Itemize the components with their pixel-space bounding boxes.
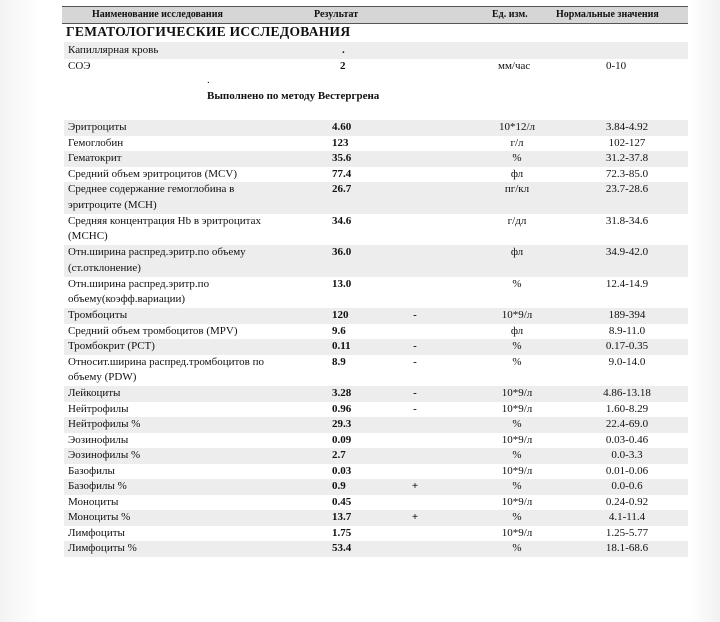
result-value: 35.6 bbox=[332, 152, 352, 164]
result-range: 0.01-0.06 bbox=[605, 464, 649, 477]
result-name: Лимфоциты bbox=[68, 526, 125, 539]
result-row bbox=[64, 448, 688, 464]
result-unit: % bbox=[512, 511, 522, 523]
result-range: 23.7-28.6 bbox=[605, 183, 649, 195]
result-range: 0.0-0.6 bbox=[611, 480, 643, 492]
soe-value: 2 bbox=[340, 60, 346, 72]
result-value: 13.7 bbox=[332, 511, 352, 523]
result-value: 26.7 bbox=[332, 183, 352, 195]
result-value: 13.0 bbox=[332, 277, 352, 290]
table-header bbox=[62, 6, 688, 24]
header-name: Наименование исследования bbox=[92, 9, 223, 20]
result-unit: 10*9/л bbox=[501, 402, 533, 415]
result-value: 0.03 bbox=[332, 464, 352, 477]
result-unit: % bbox=[512, 449, 522, 461]
result-row bbox=[64, 495, 688, 511]
result-name: Моноциты % bbox=[68, 511, 131, 523]
result-unit: г/дл bbox=[507, 214, 527, 227]
sample-name: Капиллярная кровь bbox=[68, 44, 159, 56]
result-row bbox=[64, 386, 688, 402]
result-value: 8.9 bbox=[332, 355, 346, 368]
result-flag: - bbox=[413, 355, 417, 368]
result-unit: % bbox=[512, 340, 522, 352]
result-name: Моноциты bbox=[68, 495, 119, 508]
result-flag: - bbox=[413, 387, 417, 399]
result-range: 34.9-42.0 bbox=[605, 246, 649, 258]
result-row bbox=[64, 245, 688, 277]
result-value: 34.6 bbox=[332, 214, 352, 227]
result-unit: 10*9/л bbox=[501, 309, 533, 321]
result-unit: 10*9/л bbox=[501, 495, 533, 508]
result-range: 1.60-8.29 bbox=[605, 402, 649, 415]
result-range: 8.9-11.0 bbox=[608, 324, 646, 337]
result-row bbox=[64, 182, 688, 214]
result-unit: фл bbox=[510, 324, 524, 337]
result-value: 0.11 bbox=[332, 340, 351, 352]
result-unit: 10*9/л bbox=[501, 526, 533, 539]
result-row bbox=[64, 402, 688, 418]
result-flag: - bbox=[413, 340, 417, 352]
result-name: Тромбоциты bbox=[68, 309, 128, 321]
result-range: 12.4-14.9 bbox=[605, 277, 649, 290]
result-name: Отн.ширина распред.эритр.по объему(коэфф.вариации) bbox=[68, 277, 210, 305]
result-row bbox=[64, 151, 688, 167]
result-value: 4.60 bbox=[332, 121, 352, 133]
result-name: Нейтрофилы % bbox=[68, 418, 141, 430]
soe-row bbox=[64, 58, 688, 75]
result-range: 4.1-11.4 bbox=[608, 511, 646, 523]
result-range: 0.17-0.35 bbox=[605, 340, 649, 352]
result-row bbox=[64, 214, 688, 246]
result-unit: % bbox=[512, 277, 522, 290]
result-unit: 10*9/л bbox=[501, 464, 533, 477]
section-title: ГЕМАТОЛОГИЧЕСКИЕ ИССЛЕДОВАНИЯ bbox=[66, 24, 351, 39]
result-row bbox=[64, 120, 688, 136]
result-name: Относит.ширина распред.тромбоцитов по объему (PDW) bbox=[68, 355, 264, 383]
result-row bbox=[64, 167, 688, 183]
result-row bbox=[64, 136, 688, 152]
result-unit: фл bbox=[510, 167, 524, 180]
result-value: 123 bbox=[332, 136, 349, 149]
header-norm: Нормальные значения bbox=[556, 9, 659, 20]
result-row bbox=[64, 479, 688, 495]
result-value: 120 bbox=[332, 309, 349, 321]
result-row bbox=[64, 277, 688, 309]
method-note: Выполнено по методу Вестергрена bbox=[207, 90, 380, 102]
result-name: Гемоглобин bbox=[68, 136, 124, 149]
result-name: Среднее содержание гемоглобина в эритроците (MCH) bbox=[68, 183, 235, 211]
header-result: Результат bbox=[314, 9, 359, 20]
result-range: 9.0-14.0 bbox=[608, 355, 646, 368]
result-value: 0.96 bbox=[332, 402, 352, 415]
result-name: Средний объем тромбоцитов (MPV) bbox=[68, 324, 238, 337]
result-flag: - bbox=[413, 309, 417, 321]
result-range: 4.86-13.18 bbox=[603, 387, 651, 399]
result-row bbox=[64, 417, 688, 433]
result-range: 18.1-68.6 bbox=[605, 542, 649, 554]
result-unit: % bbox=[512, 355, 522, 368]
sample-value: . bbox=[342, 44, 345, 56]
results-table bbox=[64, 120, 688, 557]
result-name: Средняя концентрация Hb в эритроцитах (MCHC) bbox=[68, 214, 261, 242]
soe-unit: мм/час bbox=[498, 60, 531, 72]
result-range: 0.03-0.46 bbox=[605, 433, 649, 446]
result-unit: 10*12/л bbox=[498, 121, 536, 133]
result-row bbox=[64, 526, 688, 542]
result-name: Базофилы % bbox=[68, 480, 127, 492]
result-unit: пг/кл bbox=[504, 183, 530, 195]
result-value: 29.3 bbox=[332, 418, 352, 430]
result-unit: % bbox=[512, 152, 522, 164]
result-name: Базофилы bbox=[68, 464, 115, 477]
result-range: 31.8-34.6 bbox=[605, 214, 649, 227]
result-range: 3.84-4.92 bbox=[605, 121, 649, 133]
result-value: 1.75 bbox=[332, 526, 352, 539]
result-name: Лимфоциты % bbox=[68, 542, 137, 554]
result-unit: фл bbox=[510, 246, 524, 258]
header-unit: Ед. изм. bbox=[492, 9, 528, 20]
result-range: 1.25-5.77 bbox=[605, 526, 649, 539]
result-unit: % bbox=[512, 418, 522, 430]
result-unit: % bbox=[512, 480, 522, 492]
result-range: 189-394 bbox=[608, 309, 646, 321]
result-range: 31.2-37.8 bbox=[605, 152, 649, 164]
result-range: 0.0-3.3 bbox=[611, 449, 643, 461]
result-value: 0.45 bbox=[332, 495, 352, 508]
result-range: 102-127 bbox=[608, 136, 646, 149]
result-unit: г/л bbox=[510, 136, 524, 149]
result-row bbox=[64, 510, 688, 526]
result-row bbox=[64, 339, 688, 355]
soe-range: 0-10 bbox=[606, 60, 627, 72]
result-unit: 10*9/л bbox=[501, 387, 533, 399]
result-value: 9.6 bbox=[332, 324, 346, 337]
result-flag: - bbox=[413, 402, 417, 415]
result-name: Тромбокрит (PCT) bbox=[68, 340, 155, 352]
result-value: 77.4 bbox=[332, 167, 352, 180]
result-value: 36.0 bbox=[332, 246, 352, 258]
result-name: Эритроциты bbox=[68, 121, 127, 133]
dot-mark: . bbox=[207, 74, 210, 86]
result-name: Лейкоциты bbox=[68, 387, 121, 399]
result-unit: % bbox=[512, 542, 522, 554]
result-flag: + bbox=[411, 511, 419, 523]
result-row bbox=[64, 541, 688, 557]
result-row bbox=[64, 324, 688, 340]
result-row bbox=[64, 355, 688, 387]
result-value: 0.09 bbox=[332, 433, 352, 446]
result-row bbox=[64, 433, 688, 449]
result-unit: 10*9/л bbox=[501, 433, 533, 446]
result-range: 22.4-69.0 bbox=[605, 418, 649, 430]
result-value: 3.28 bbox=[332, 387, 352, 399]
result-range: 72.3-85.0 bbox=[605, 167, 649, 180]
result-range: 0.24-0.92 bbox=[605, 495, 649, 508]
result-row bbox=[64, 464, 688, 480]
result-name: Эозинофилы % bbox=[68, 449, 141, 461]
result-value: 2.7 bbox=[332, 449, 346, 461]
result-value: 0.9 bbox=[332, 480, 346, 492]
result-name: Отн.ширина распред.эритр.по объему (ст.отклонение) bbox=[68, 246, 246, 274]
result-name: Нейтрофилы bbox=[68, 402, 129, 415]
result-name: Гематокрит bbox=[68, 152, 122, 164]
result-value: 53.4 bbox=[332, 542, 352, 554]
result-row bbox=[64, 308, 688, 324]
sample-row bbox=[64, 42, 688, 59]
soe-name: СОЭ bbox=[68, 60, 91, 72]
result-name: Средний объем эритроцитов (MCV) bbox=[68, 167, 238, 180]
result-name: Эозинофилы bbox=[68, 433, 129, 446]
result-flag: + bbox=[411, 480, 419, 492]
